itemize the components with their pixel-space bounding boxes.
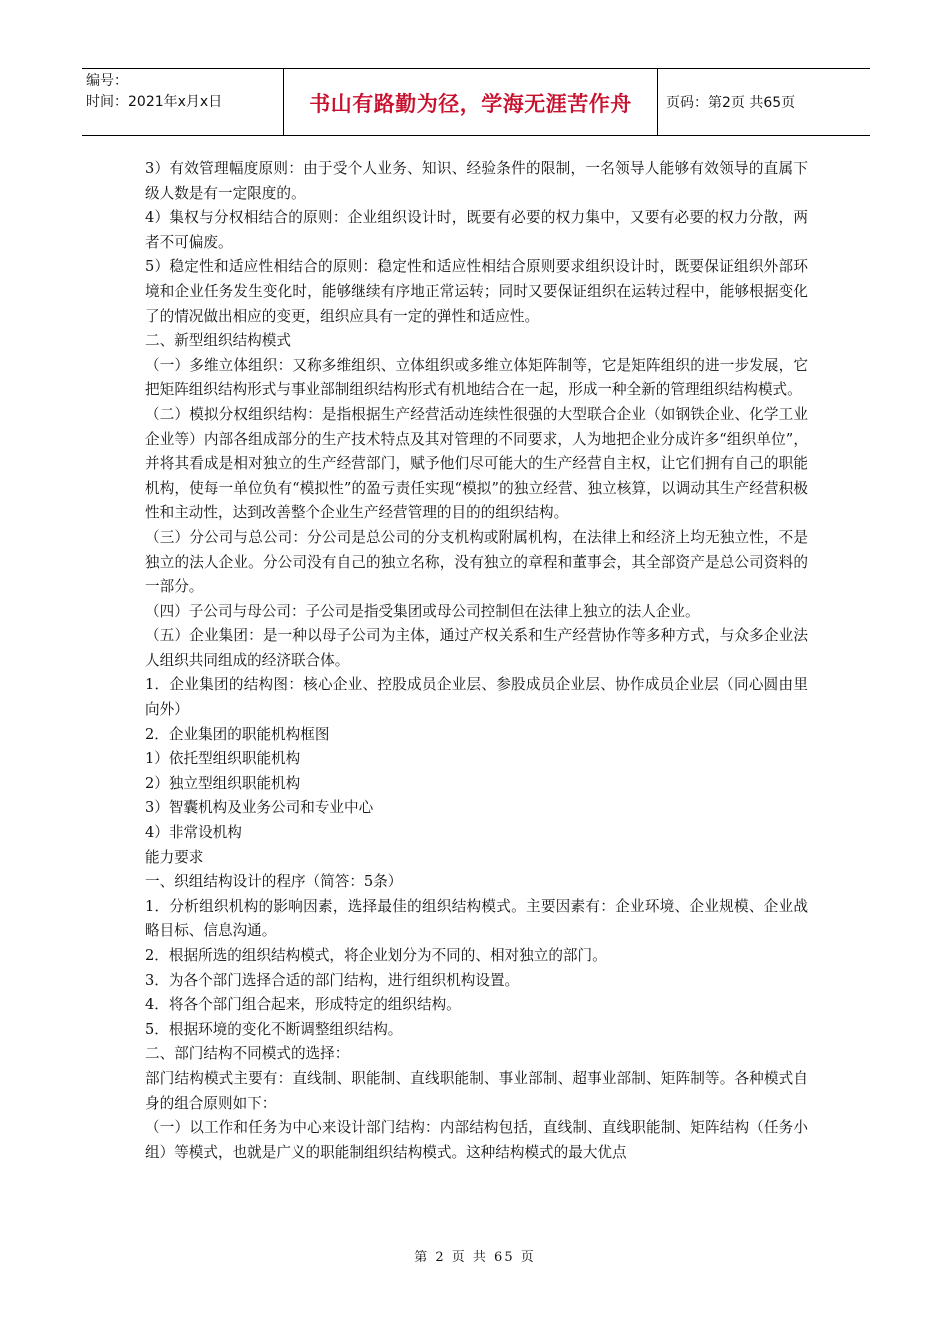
list-item: 1）依托型组织职能机构 (145, 750, 301, 768)
paragraph: 3）有效管理幅度原则：由于受个人业务、知识、经验条件的限制，一名领导人能够有效领导的直属下级人数是有一定限度的。 (145, 160, 808, 202)
section-heading: 二、部门结构不同模式的选择： (145, 1045, 350, 1063)
paragraph: （五）企业集团：是一种以母子公司为主体，通过产权关系和生产经营协作等多种方式，与众多企业法人组织共同组成的经济联合体。 (145, 627, 808, 669)
list-item: 2）独立型组织职能机构 (145, 774, 301, 792)
document-body (145, 157, 808, 1165)
list-item: 3）智囊机构及业务公司和专业中心 (145, 799, 374, 817)
paragraph: （二）模拟分权组织结构：是指根据生产经营活动连续性很强的大型联合企业（如钢铁企业、化学工业企业等）内部各组成部分的生产技术特点及其对管理的不同要求，人为地把企业分成许多“组织单位”，并将其看成是相对独立的生产经营部门，赋予他们尽可能大的生产经营自主权，让它们拥有自己的职能机构，使每一单位负有“模拟性”的盈亏责任实现“模拟”的独立经营、独立核算，以调动其生产经营积极性和主动性，达到改善整个企业生产经营管理的目的的组织结构。 (145, 405, 808, 522)
page-header (82, 68, 870, 136)
list-item: 4）非常设机构 (145, 824, 242, 842)
paragraph: 1．企业集团的结构图：核心企业、控股成员企业层、参股成员企业层、协作成员企业层（同心圆由里向外） (145, 676, 808, 719)
paragraph: 5）稳定性和适应性相结合的原则：稳定性和适应性相结合原则要求组织设计时，既要保证组织外部环境和企业任务发生变化时，能够继续有序地正常运转；同时又要保证组织在运转过程中，能够根据变化了的情况做出相应的变更，组织应具有一定的弹性和适应性。 (145, 258, 808, 325)
list-item: 4．将各个部门组合起来，形成特定的组织结构。 (145, 996, 461, 1014)
section-heading: 一、织组结构设计的程序（简答：5条） (145, 873, 403, 891)
paragraph: （四）子公司与母公司：子公司是指受集团或母公司控制但在法律上独立的法人企业。 (145, 602, 700, 620)
list-item: 2．根据所选的组织结构模式，将企业划分为不同的、相对独立的部门。 (145, 947, 607, 964)
paragraph: 4）集权与分权相结合的原则：企业组织设计时，既要有必要的权力集中，又要有必要的权力分散，两者不可偏废。 (145, 209, 808, 251)
paragraph: （三）分公司与总公司：分公司是总公司的分支机构或附属机构，在法律上和经济上均无独立性，不是独立的法人企业。分公司没有自己的独立名称，没有独立的章程和董事会，其全部资产是总公司资料的一部分。 (145, 528, 808, 596)
header-meta (82, 69, 284, 135)
document-date: 时间：2021年x月x日 (86, 94, 223, 110)
section-heading: 能力要求 (145, 848, 204, 866)
paragraph: 2．企业集团的职能机构框图 (145, 725, 330, 743)
list-item: 3．为各个部门选择合适的部门结构，进行组织机构设置。 (145, 971, 520, 989)
paragraph: （一）以工作和任务为中心来设计部门结构：内部结构包括，直线制、直线职能制、矩阵结构（任务小组）等模式，也就是广义的职能制组织结构模式。这种结构模式的最大优点 (145, 1119, 808, 1161)
header-motto: 书山有路勤为径，学海无涯苦作舟 (284, 69, 658, 135)
paragraph: （一）多维立体组织：又称多维组织、立体组织或多维立体矩阵制等，它是矩阵组织的进一步发展，它把矩阵组织结构形式与事业部制组织结构形式有机地结合在一起，形成一种全新的管理组织结构模式。 (145, 356, 808, 399)
document-number: 编号： (86, 73, 128, 89)
header-page-info: 页码：第2页 共65页 (666, 95, 796, 111)
list-item: 1．分析组织机构的影响因素，选择最佳的组织结构模式。主要因素有：企业环境、企业规模、企业战略目标、信息沟通。 (145, 897, 808, 940)
section-heading: 二、新型组织结构模式 (145, 332, 291, 350)
paragraph: 部门结构模式主要有：直线制、职能制、直线职能制、事业部制、超事业部制、矩阵制等。各种模式自身的组合原则如下： (145, 1069, 808, 1112)
page-footer: 第 2 页 共 65 页 (414, 1250, 536, 1265)
list-item: 5．根据环境的变化不断调整组织结构。 (145, 1020, 403, 1038)
